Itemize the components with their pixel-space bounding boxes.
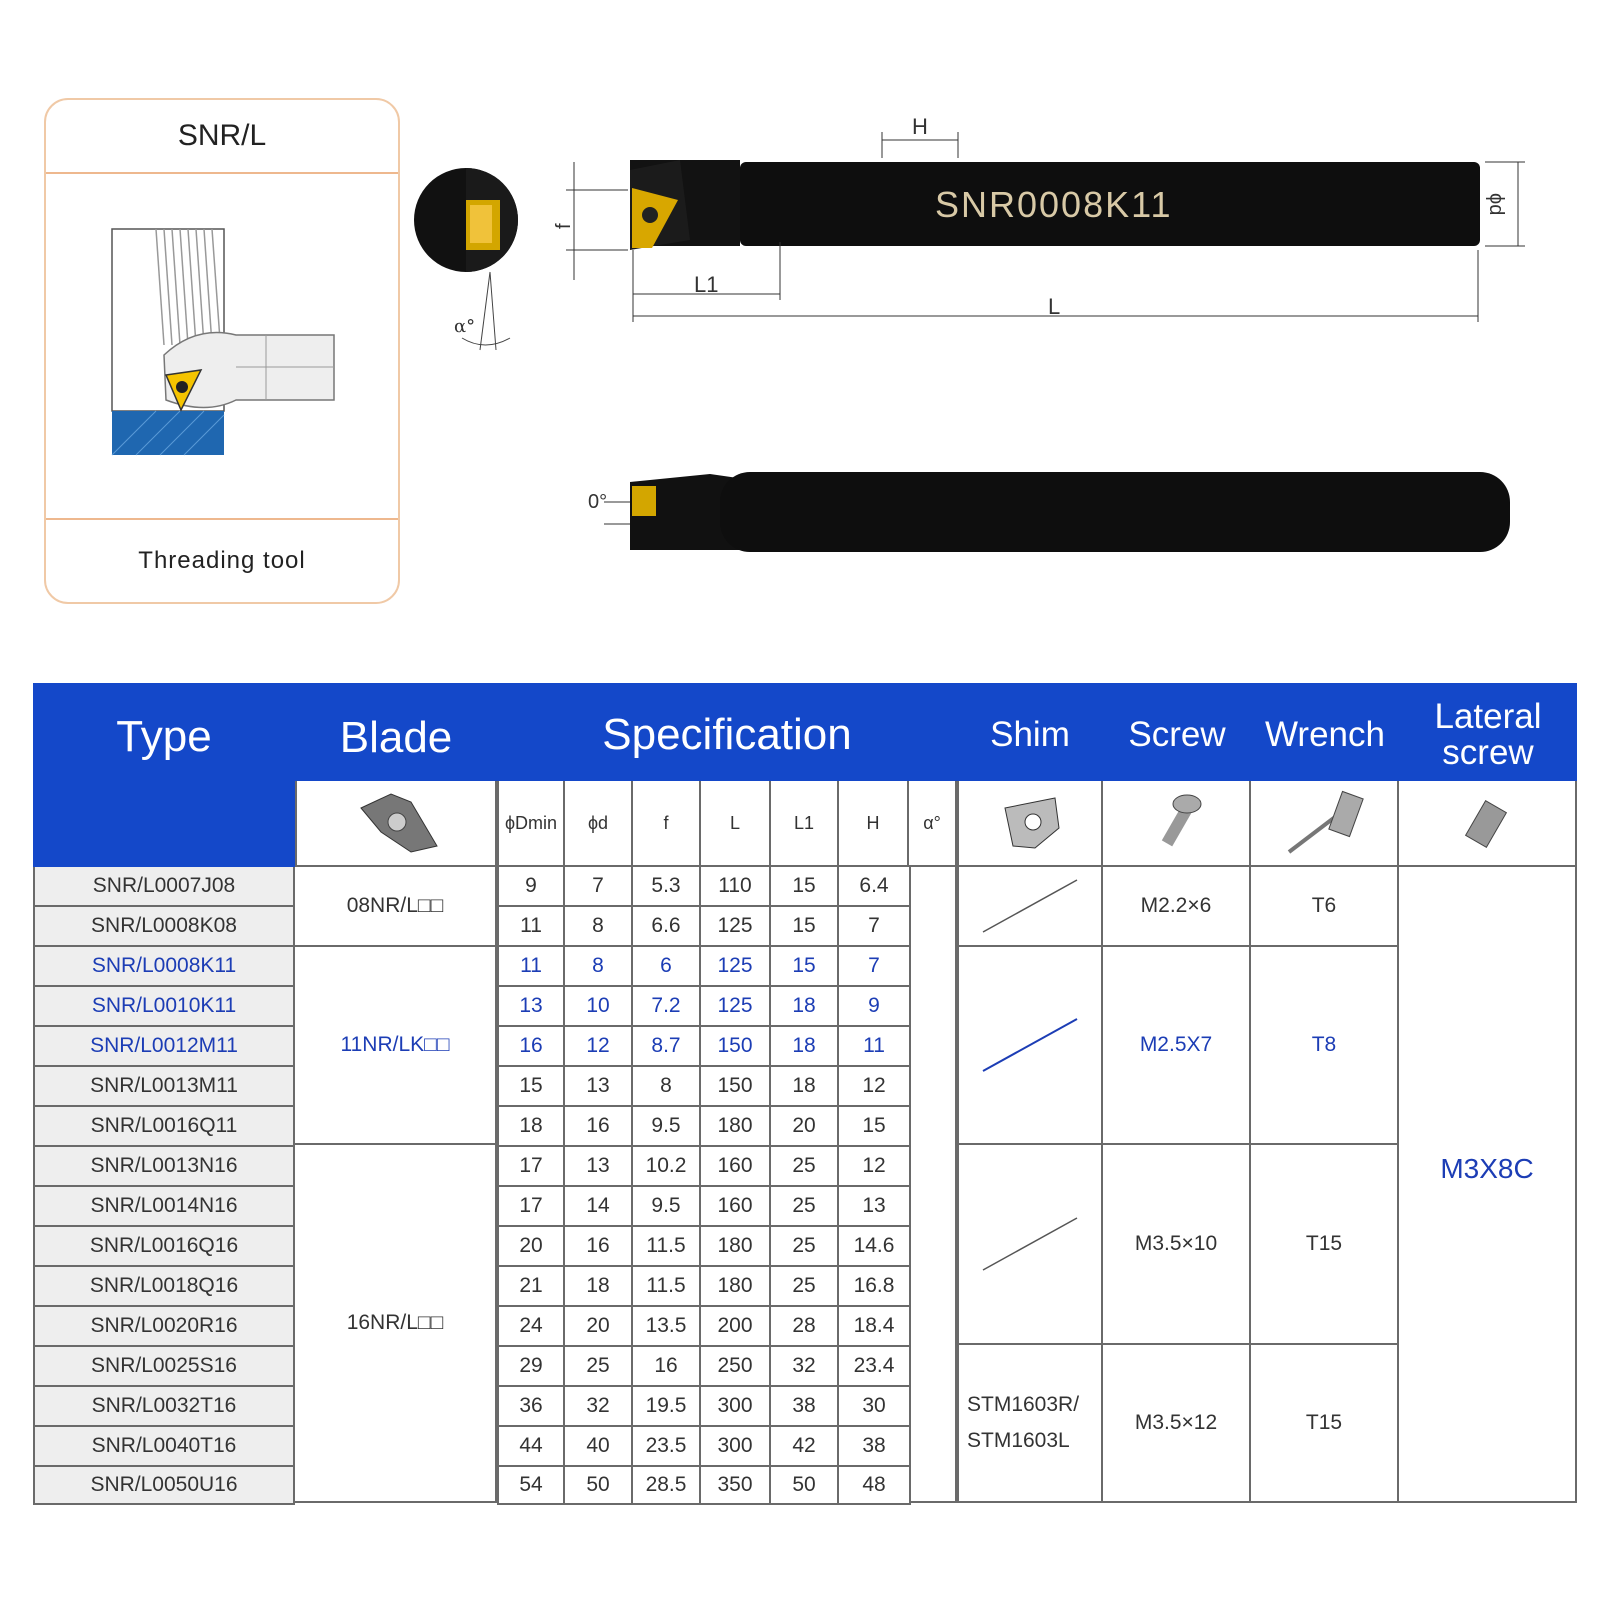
spec-col-header: L [701,781,771,867]
spec-cell-L1: 42 [771,1427,839,1467]
spec-cell-H: 13 [839,1187,911,1227]
dim-L1: L1 [694,272,719,297]
type-cell: SNR/L0013M11 [33,1067,295,1107]
spec-cell-H: 18.4 [839,1307,911,1347]
shim-group-2 [957,947,1103,1145]
wrench-1: T6 [1251,867,1399,947]
spec-table [33,683,1577,1523]
spec-cell-H: 14.6 [839,1227,911,1267]
spec-cell-d: 50 [565,1467,633,1505]
spec-cell-L1: 50 [771,1467,839,1505]
spec-cell-d: 13 [565,1067,633,1107]
blade-icon [295,781,497,867]
type-cell: SNR/L0014N16 [33,1187,295,1227]
spec-cell-L1: 25 [771,1147,839,1187]
spec-cell-d: 40 [565,1427,633,1467]
spec-cell-d: 10 [565,987,633,1027]
spec-cell-L: 125 [701,987,771,1027]
screw-icon [1103,781,1251,867]
spec-cell-L: 250 [701,1347,771,1387]
spec-cell-H: 30 [839,1387,911,1427]
dim-f: f [553,223,575,229]
spec-cell-H: 7 [839,907,911,947]
shim-group-3 [957,1145,1103,1345]
spec-cell-L1: 25 [771,1227,839,1267]
spec-cell-H: 11 [839,1027,911,1067]
screw-3: M3.5×10 [1103,1145,1251,1345]
spec-cell-dmin: 44 [497,1427,565,1467]
spec-cell-H: 12 [839,1147,911,1187]
shim-group-1 [957,867,1103,947]
spec-cell-L1: 20 [771,1107,839,1147]
lateral-screw-icon [1399,781,1577,867]
spec-cell-L: 200 [701,1307,771,1347]
spec-cell-d: 18 [565,1267,633,1307]
spec-cell-L: 125 [701,907,771,947]
header-specification: Specification [497,683,957,787]
spec-cell-f: 23.5 [633,1427,701,1467]
spec-cell-dmin: 29 [497,1347,565,1387]
type-cell: SNR/L0018Q16 [33,1267,295,1307]
card-title: SNR/L [46,100,398,174]
spec-cell-f: 19.5 [633,1387,701,1427]
spec-cell-f: 5.3 [633,867,701,907]
spec-cell-L1: 32 [771,1347,839,1387]
type-cell: SNR/L0010K11 [33,987,295,1027]
spec-cell-dmin: 11 [497,947,565,987]
spec-cell-dmin: 11 [497,907,565,947]
spec-cell-dmin: 15 [497,1067,565,1107]
spec-cell-L1: 15 [771,867,839,907]
spec-cell-f: 9.5 [633,1187,701,1227]
spec-col-header: L1 [771,781,839,867]
spec-cell-f: 8 [633,1067,701,1107]
screw-4: M3.5×12 [1103,1345,1251,1503]
spec-cell-H: 38 [839,1427,911,1467]
lateral-screw-value: M3X8C [1399,867,1577,1503]
spec-cell-f: 13.5 [633,1307,701,1347]
spec-cell-H: 12 [839,1067,911,1107]
spec-cell-L1: 15 [771,947,839,987]
spec-cell-H: 6.4 [839,867,911,907]
card-caption: Threading tool [46,518,398,602]
tool-end-view [410,160,540,360]
spec-cell-f: 7.2 [633,987,701,1027]
spec-cell-dmin: 24 [497,1307,565,1347]
spec-cell-dmin: 13 [497,987,565,1027]
spec-cell-L: 350 [701,1467,771,1505]
spec-cell-L1: 38 [771,1387,839,1427]
spec-cell-L1: 18 [771,1027,839,1067]
type-cell: SNR/L0007J08 [33,867,295,907]
blade-16: 16NR/L□□ [295,1145,497,1503]
spec-cell-f: 6.6 [633,907,701,947]
header-type: Type [33,683,295,781]
spec-cell-f: 9.5 [633,1107,701,1147]
spec-cell-d: 7 [565,867,633,907]
spec-cell-d: 12 [565,1027,633,1067]
alpha-label: α° [454,316,476,337]
type-cell: SNR/L0016Q11 [33,1107,295,1147]
screw-1: M2.2×6 [1103,867,1251,947]
type-header-ext [33,781,295,867]
spec-cell-d: 16 [565,1107,633,1147]
spec-col-header: H [839,781,909,867]
type-cell: SNR/L0008K08 [33,907,295,947]
header-lateral-screw: Lateral screw [1399,683,1577,787]
type-cell: SNR/L0032T16 [33,1387,295,1427]
spec-cell-dmin: 18 [497,1107,565,1147]
spec-cell-d: 8 [565,907,633,947]
spec-cell-d: 14 [565,1187,633,1227]
zero-degree-label: 0° [588,491,608,513]
tool-perspective-view [580,460,1580,570]
bar-engraving: SNR0008K11 [935,184,1173,225]
shim-icon [957,781,1103,867]
spec-cell-f: 8.7 [633,1027,701,1067]
header-screw: Screw [1103,683,1251,787]
spec-cell-f: 28.5 [633,1467,701,1505]
spec-cell-L: 180 [701,1227,771,1267]
alpha-column [911,867,957,1503]
header-blade: Blade [295,683,497,793]
wrench-3: T15 [1251,1145,1399,1345]
wrench-icon [1251,781,1399,867]
spec-cell-dmin: 20 [497,1227,565,1267]
type-cell: SNR/L0008K11 [33,947,295,987]
spec-cell-d: 16 [565,1227,633,1267]
type-cell: SNR/L0020R16 [33,1307,295,1347]
spec-col-header: ϕd [565,781,633,867]
header-wrench: Wrench [1251,683,1399,787]
type-cell: SNR/L0025S16 [33,1347,295,1387]
spec-cell-H: 23.4 [839,1347,911,1387]
spec-col-header: f [633,781,701,867]
spec-cell-H: 16.8 [839,1267,911,1307]
type-cell: SNR/L0012M11 [33,1027,295,1067]
spec-cell-d: 8 [565,947,633,987]
spec-cell-dmin: 36 [497,1387,565,1427]
spec-col-header: α° [909,781,957,867]
header-shim: Shim [957,683,1103,787]
spec-cell-dmin: 9 [497,867,565,907]
blade-08: 08NR/L□□ [295,867,497,947]
spec-cell-L1: 28 [771,1307,839,1347]
spec-cell-L1: 15 [771,907,839,947]
tool-side-view [553,110,1570,340]
type-cell: SNR/L0016Q16 [33,1227,295,1267]
dim-L: L [1048,294,1061,319]
spec-cell-H: 48 [839,1467,911,1505]
spec-cell-L1: 25 [771,1267,839,1307]
spec-col-header: ϕDmin [497,781,565,867]
spec-cell-f: 10.2 [633,1147,701,1187]
shim-stm1603: STM1603R/ STM1603L [957,1345,1103,1503]
spec-cell-H: 15 [839,1107,911,1147]
dim-H: H [912,114,928,139]
type-cell: SNR/L0040T16 [33,1427,295,1467]
spec-cell-L1: 25 [771,1187,839,1227]
spec-cell-dmin: 21 [497,1267,565,1307]
wrench-2: T8 [1251,947,1399,1145]
spec-cell-L: 125 [701,947,771,987]
spec-cell-H: 9 [839,987,911,1027]
product-card [44,98,400,604]
spec-cell-dmin: 17 [497,1147,565,1187]
spec-cell-d: 32 [565,1387,633,1427]
spec-cell-d: 25 [565,1347,633,1387]
screw-2: M2.5X7 [1103,947,1251,1145]
spec-cell-dmin: 16 [497,1027,565,1067]
spec-cell-L: 150 [701,1027,771,1067]
spec-cell-L: 150 [701,1067,771,1107]
spec-cell-H: 7 [839,947,911,987]
spec-cell-L: 300 [701,1427,771,1467]
spec-cell-dmin: 17 [497,1187,565,1227]
spec-cell-L: 300 [701,1387,771,1427]
spec-cell-L: 160 [701,1187,771,1227]
spec-cell-f: 6 [633,947,701,987]
spec-cell-L: 180 [701,1267,771,1307]
type-cell: SNR/L0050U16 [33,1467,295,1505]
spec-cell-dmin: 54 [497,1467,565,1505]
spec-cell-L: 180 [701,1107,771,1147]
blade-11: 11NR/LK□□ [295,947,497,1145]
spec-cell-L1: 18 [771,1067,839,1107]
spec-cell-d: 20 [565,1307,633,1347]
dim-d: ϕd [1485,193,1507,216]
spec-cell-L1: 18 [771,987,839,1027]
spec-cell-L: 110 [701,867,771,907]
type-cell: SNR/L0013N16 [33,1147,295,1187]
boring-operation-illustration [106,225,346,465]
spec-cell-d: 13 [565,1147,633,1187]
wrench-4: T15 [1251,1345,1399,1503]
spec-cell-f: 11.5 [633,1227,701,1267]
spec-cell-L: 160 [701,1147,771,1187]
spec-cell-f: 11.5 [633,1267,701,1307]
spec-cell-f: 16 [633,1347,701,1387]
